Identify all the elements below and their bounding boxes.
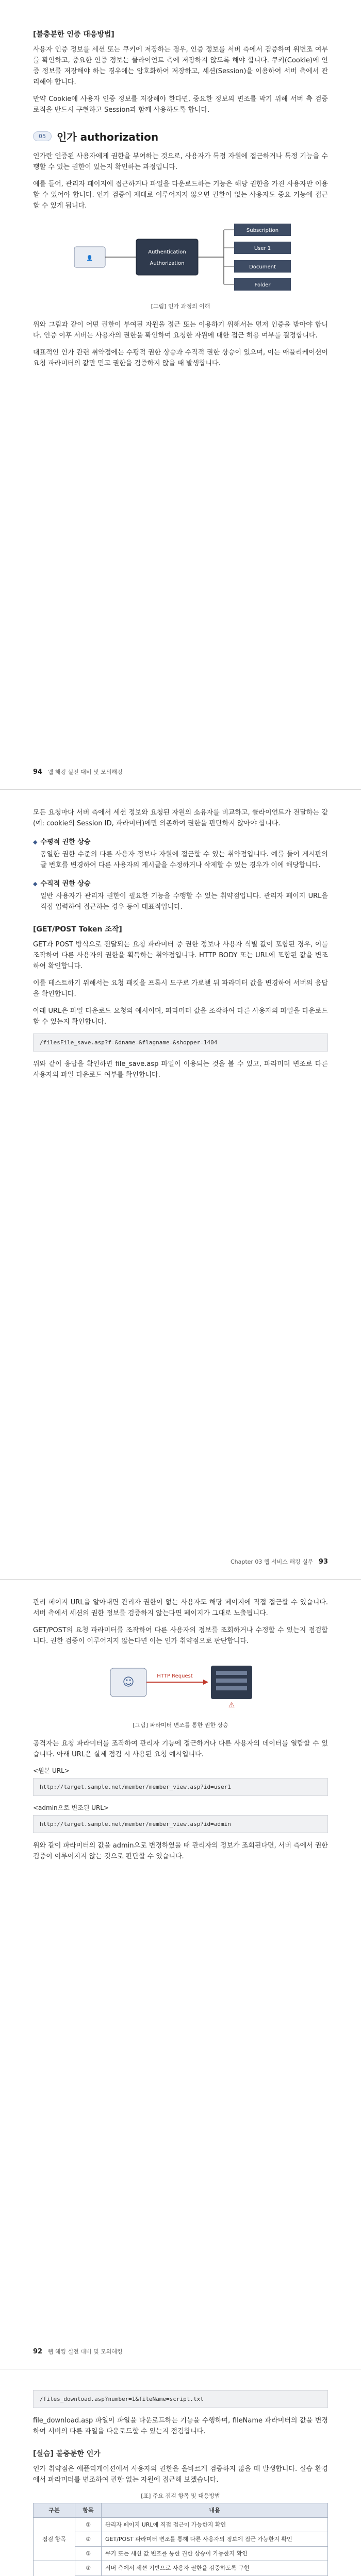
section-number-badge: 05: [33, 131, 52, 141]
table-row: [34, 2532, 328, 2547]
user-icon: 👤: [86, 256, 93, 261]
paragraph: 위와 같이 응답을 확인하면 file_save.asp 파일이 이용되는 것을 볼 수 있고, 파라미터 변조로 다른 사용자의 파일 다운로드 여부를 확인합니다.: [33, 1060, 328, 1079]
paragraph: 만약 Cookie에 사용자 인증 정보를 저장해야 한다면, 중요한 정보의 변조를 막기 위해 서버 측 검증 로직을 반드시 구현하고 Session과 함께 사용하도록 합니다.: [33, 95, 328, 114]
paragraph: 대표적인 인가 관련 취약점에는 수평적 권한 상승과 수직적 권한 상승이 있으며, 이는 애플리케이션이 요청 파라미터의 값만 믿고 권한을 검증하지 않을 때 발생합니다.: [33, 349, 328, 367]
paragraph: file_download.asp 파일이 파일을 다운로드하는 기능을 수행하며, fileName 파라미터의 값을 변경하여 서버의 다른 파일을 다운로드할 수 있는지 점검합니다.: [33, 2417, 328, 2435]
table-header-cell: 항목: [75, 2503, 102, 2518]
attacker-icon: ☺: [122, 1676, 135, 1689]
book-page-4: [0, 2369, 361, 2576]
table-row: [34, 2547, 328, 2561]
paragraph: 공격자는 요청 파라미터를 조작하여 관리자 기능에 접근하거나 다른 사용자의 데이터를 열람할 수 있습니다. 아래 URL은 실제 점검 시 사용된 요청 예시입니다.: [33, 1740, 328, 1758]
table-cell: ②: [75, 2532, 102, 2547]
paragraph: 예를 들어, 관리자 페이지에 접근하거나 파일을 다운로드하는 기능은 해당 권한을 가진 사용자만 이용할 수 있어야 합니다. 인가 검증이 제대로 이루어지지 않으면 권한이 없는 사용자도 중요 기능에 접근할 수 있게 됩니다.: [33, 180, 328, 210]
section-title: [33, 129, 328, 144]
figure-caption: [그림] 인가 과정의 이해: [151, 303, 210, 310]
table-header-row: [34, 2503, 328, 2518]
table-cell: GET/POST 파라미터 변조를 통해 다른 사용자의 정보에 접근 가능한지 확인: [102, 2532, 328, 2547]
book-page-3: [0, 1580, 361, 2369]
diagram-item: User 1: [254, 246, 271, 251]
page-footer: [33, 768, 123, 776]
table-row: [34, 2518, 328, 2532]
page-footer: [231, 1557, 328, 1566]
table-row: [34, 2561, 328, 2575]
figure-caption: [그림] 파라미터 변조를 통한 권한 상승: [133, 1722, 228, 1728]
code-block: http://target.sample.net/member/member_view.asp?id=admin: [33, 1815, 328, 1833]
table-cell: ①: [75, 2561, 102, 2575]
paragraph: 사용자 인증 정보를 세션 또는 쿠키에 저장하는 경우, 인증 정보를 서버 측에서 검증하여 위변조 여부를 확인하고, 중요한 인증 정보는 클라이언트 측에 저장하지 않도록 해야 합니다. 쿠키(Cookie)에 인증 정보를 저장해야 하는 경우에는 암호화하여 저장하고, 세션(Session)을 이용하여 서버 측에서 관리해야 합니다.: [33, 46, 328, 86]
authorization-diagram: [33, 218, 328, 298]
url-label: <admin으로 변조된 URL>: [33, 1804, 109, 1811]
section-title-text: 인가 authorization: [57, 131, 159, 143]
paragraph: 모든 요청마다 서버 측에서 세션 정보와 요청된 자원의 소유자를 비교하고, 클라이언트가 전달하는 값(예: cookie의 Session ID, 파라미터)에만 의존하여 권한을 판단하지 않아야 합니다.: [33, 809, 328, 827]
paragraph: GET/POST의 요청 파라미터를 조작하여 다른 사용자의 정보를 조회하거나 수정할 수 있는지 점검합니다. 권한 검증이 이루어지지 않는다면 이는 인가 취약점으로 판단합니다.: [33, 1626, 328, 1645]
code-block: http://target.sample.net/member/member_view.asp?id=user1: [33, 1778, 328, 1796]
paragraph: 일반 사용자가 관리자 권한이 필요한 기능을 수행할 수 있는 취약점입니다. 관리자 페이지 URL을 직접 입력하여 접근하는 경우 등이 대표적입니다.: [40, 892, 328, 911]
paragraph: 인가란 인증된 사용자에게 권한을 부여하는 것으로, 사용자가 특정 자원에 접근하거나 특정 기능을 수행할 수 있는 권한이 있는지 확인하는 과정입니다.: [33, 152, 328, 171]
page-number: 92: [33, 2348, 43, 2355]
check-items-table: [33, 2503, 328, 2576]
diagram-item: Folder: [254, 282, 271, 288]
page-footer: [33, 2347, 123, 2355]
diagram-item: Document: [249, 264, 276, 270]
paragraph: 인가 취약점은 애플리케이션에서 사용자의 권한을 올바르게 검증하지 않을 때 발생합니다. 실습 환경에서 파라미터를 변조하여 권한 없는 자원에 접근해 보겠습니다.: [33, 2465, 328, 2484]
bullet-heading: ◆ 수평적 권한 상승: [33, 836, 328, 846]
section-heading: [불충분한 인증 대응방법]: [33, 30, 114, 39]
url-label: <원본 URL>: [33, 1767, 70, 1774]
page-number: 93: [318, 1558, 328, 1566]
paragraph: 위와 그림과 같이 어떤 권한이 부여된 자원을 접근 또는 이용하기 위해서는 먼저 인증을 받아야 합니다. 인증 이후 서버는 사용자의 권한을 확인하여 요청한 자원에 대한 접근 허용 여부를 결정합니다.: [33, 321, 328, 340]
book-page-2: [0, 790, 361, 1580]
table-cell: ③: [75, 2547, 102, 2561]
bullet-heading: ◆ 수직적 권한 상승: [33, 878, 328, 888]
table-cell: [34, 2561, 75, 2576]
section-heading: [실습] 불충분한 인가: [33, 2450, 101, 2458]
table-cell: 관리자 페이지 URL에 직접 접근이 가능한지 확인: [102, 2518, 328, 2532]
parameter-tampering-svg: [33, 1653, 328, 1715]
code-block: /files_download.asp?number=1&fileName=script.txt: [33, 2390, 328, 2408]
table-header-cell: 내용: [102, 2503, 328, 2518]
parameter-tampering-figure: [33, 1653, 328, 1717]
book-page-1: [0, 0, 361, 790]
paragraph: 동일한 권한 수준의 다른 사용자 정보나 자원에 접근할 수 있는 취약점입니다. 예를 들어 게시판의 글 번호를 변경하여 다른 사용자의 게시글을 수정하거나 삭제할 수 있는 경우가 이에 해당합니다.: [40, 851, 328, 869]
warning-icon: ⚠: [228, 1701, 235, 1709]
diagram-label-authentication: Authentication: [148, 249, 186, 255]
code-block: /filesFile_save.asp?f=&dname=&flagname=&shopper=1404: [33, 1033, 328, 1052]
section-heading: [GET/POST Token 조작]: [33, 925, 122, 934]
paragraph: 관리 페이지 URL을 알아내면 관리자 권한이 없는 사용자도 해당 페이지에 직접 접근할 수 있습니다. 서버 측에서 세션의 권한 정보를 검증하지 않는다면 페이지가 그대로 노출됩니다.: [33, 1599, 328, 1617]
paragraph: 아래 URL은 파일 다운로드 요청의 예시이며, 파라미터 값을 조작하여 다른 사용자의 파일을 다운로드할 수 있는지 확인합니다.: [33, 1007, 328, 1026]
book-title: 웹 해킹 실전 대비 및 모의해킹: [47, 2348, 123, 2355]
diagram-item: Subscription: [246, 228, 279, 233]
figure-label: HTTP Request: [157, 1673, 193, 1679]
diagram-label-authorization: Authorization: [150, 261, 185, 266]
table-cell: 점검 항목: [34, 2518, 75, 2561]
table-header-cell: 구분: [34, 2503, 75, 2518]
table-cell: 서버 측에서 세션 기반으로 사용자 권한을 검증하도록 구현: [102, 2561, 328, 2575]
table-cell: 쿠키 또는 세션 값 변조를 통한 권한 상승이 가능한지 확인: [102, 2547, 328, 2561]
paragraph: 이를 테스트하기 위해서는 요청 패킷을 프록시 도구로 가로챈 뒤 파라미터 값을 변경하여 서버의 응답을 확인합니다.: [33, 979, 328, 998]
authorization-diagram-svg: [33, 218, 328, 296]
page-number: 94: [33, 768, 43, 776]
paragraph: 위와 같이 파라미터의 값을 admin으로 변경하였을 때 관리자의 정보가 조회된다면, 서버 측에서 권한 검증이 이루어지지 않는 것으로 판단할 수 있습니다.: [33, 1842, 328, 1860]
chapter-title: Chapter 03 웹 서비스 해킹 실무: [230, 1558, 314, 1565]
book-title: 웹 해킹 실전 대비 및 모의해킹: [47, 769, 123, 775]
table-caption: [표] 주요 점검 항목 및 대응방법: [141, 2493, 220, 2499]
table-cell: ①: [75, 2518, 102, 2532]
paragraph: GET과 POST 방식으로 전달되는 요청 파라미터 중 권한 정보나 사용자 식별 값이 포함된 경우, 이를 조작하여 다른 사용자의 권한을 획득하는 취약점입니다. HTTP BODY 또는 URL에 포함된 값을 변조하여 확인합니다.: [33, 941, 328, 970]
